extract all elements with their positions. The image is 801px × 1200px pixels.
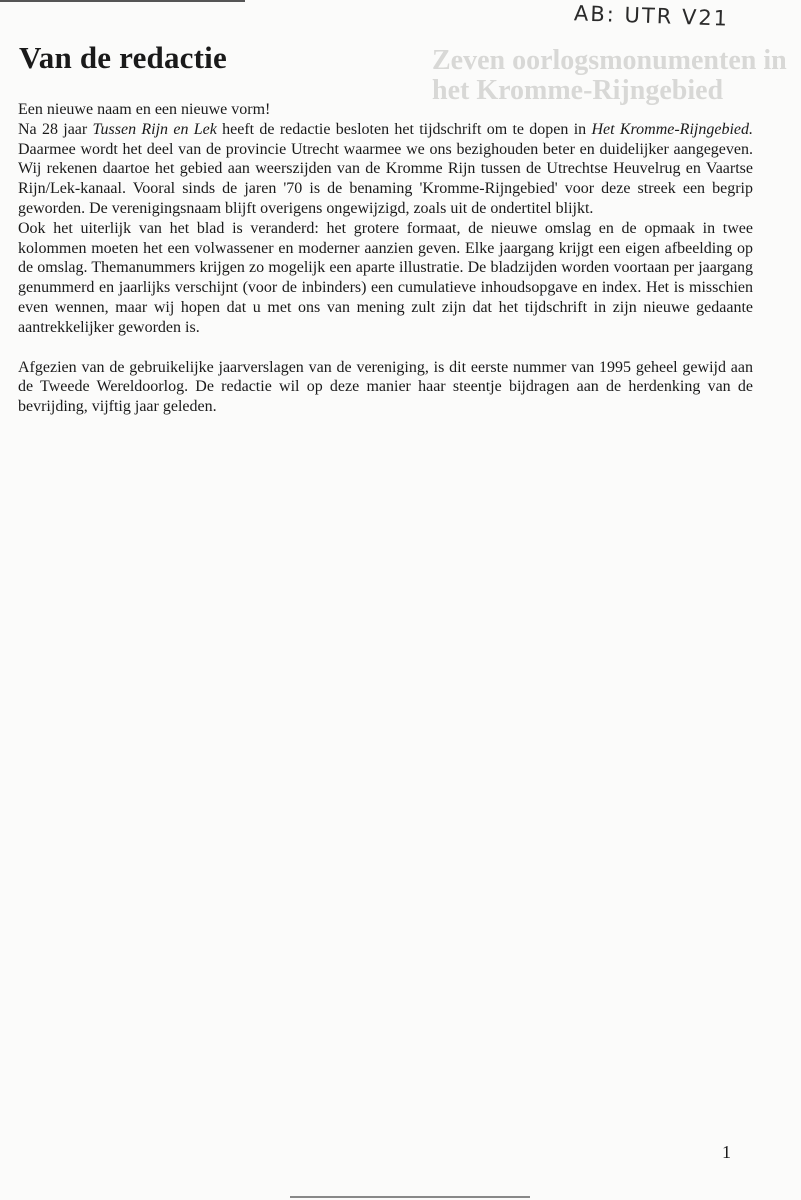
page-number: 1: [722, 1142, 731, 1162]
text-run: Een nieuwe naam en een nieuwe vorm!: [18, 101, 271, 118]
page-title: Van de redactie: [19, 40, 227, 75]
paragraph: [18, 358, 753, 417]
bottom-rule: [290, 1196, 530, 1198]
handwritten-annotation: AB: UTR V21: [573, 1, 730, 31]
italic-title-run: Het Kromme-Rijngebied.: [591, 120, 753, 138]
text-run: Ook het uiterlijk van het blad is veranderd: het grotere formaat, de nieuwe omslag en de opmaak in twee kolommen moeten het een volwassener en moderner aanzien geven. Elke jaargang krijgt een eigen afbeelding op de omslag. Themanummers krijgen zo mogelijk een aparte illustratie. De bladzijden worden voortaan per jaargang genummerd en jaarlijks verschijnt (voor de inbinders) een cumulatieve inhoudsopgave en index. Het is misschien even wennen, maar wij hopen dat u met ons van mening zult zijn dat het tijdschrift in zijn nieuwe gedaante aantrekkelijker geworden is.: [18, 219, 753, 336]
text-run: Daarmee wordt het deel van de provincie Utrecht waarmee we ons bezighouden beter en duidelijker aangegeven. Wij rekenen daartoe het gebied aan weerszijden van de Kromme Rijn tussen de Utrechtse Heuvelrug en Vaartse Rijn/Lek-kanaal. Vooral sinds de jaren '70 is de benaming 'Kromme-Rijngebied' voor deze streek een begrip geworden. De verenigingsnaam blijft overigens ongewijzigd, zoals uit de ondertitel blijkt.: [18, 140, 753, 217]
italic-title-run: Tussen Rijn en Lek: [92, 120, 217, 138]
paragraph: [18, 219, 753, 338]
text-run: Afgezien van de gebruikelijke jaarverslagen van de vereniging, is dit eerste nummer van 1995 geheel gewijd aan de Tweede Wereldoorlog. De redactie wil op deze manier haar steentje bijdragen aan de herdenking van de bevrijding, vijftig jaar geleden.: [18, 358, 753, 416]
article-body: [18, 100, 753, 417]
text-run: heeft de redactie besloten het tijdschrift om te dopen in: [216, 120, 592, 138]
top-rule: [0, 0, 245, 2]
text-run: Na 28 jaar: [18, 120, 93, 138]
paragraph: [18, 100, 753, 120]
show-through-text: Zeven oorlogsmonumenten in het Kromme-Rijngebied: [432, 45, 787, 106]
paragraph: [18, 120, 753, 219]
